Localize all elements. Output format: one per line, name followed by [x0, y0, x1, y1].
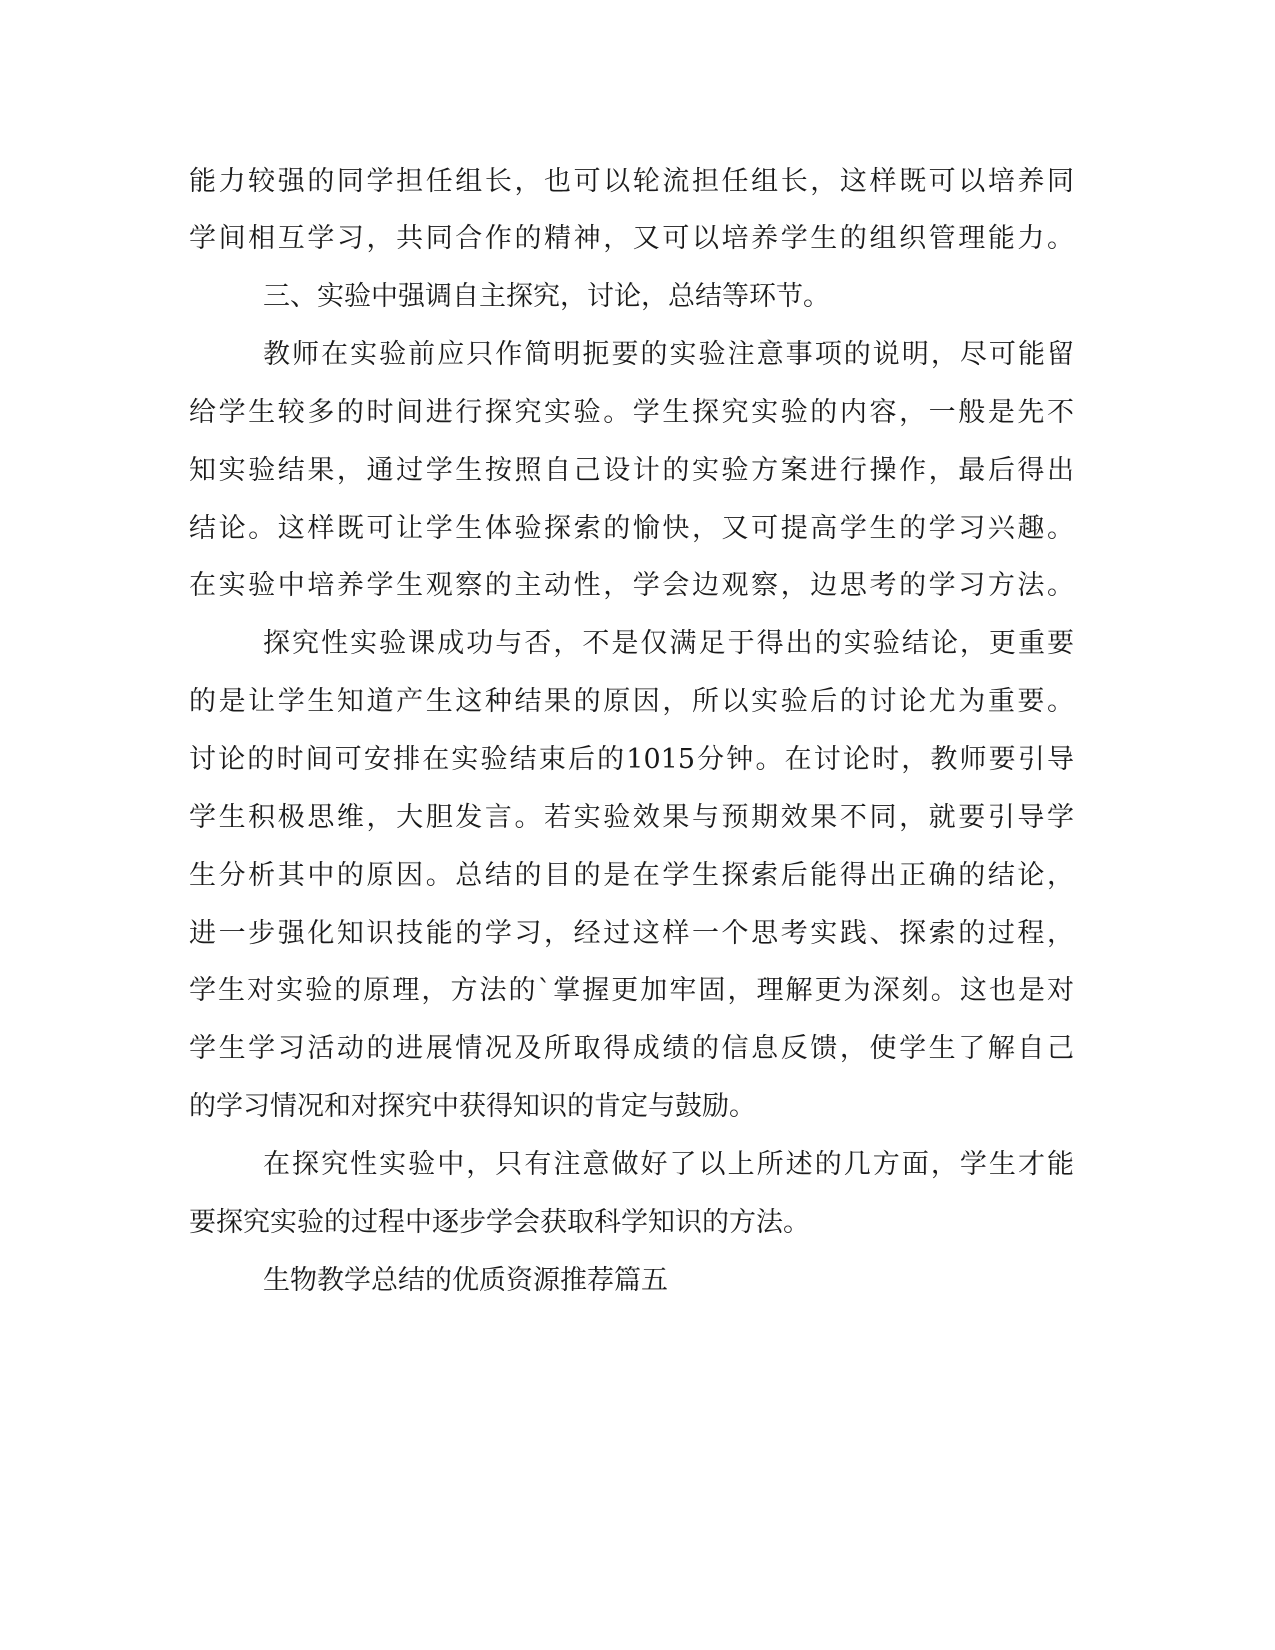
text-line: 学间相互学习，共同合作的精神，又可以培养学生的组织管理能力。: [189, 223, 1074, 254]
text-line: 教师在实验前应只作简明扼要的实验注意事项的说明，尽可能留: [263, 339, 1074, 370]
text-line: 讨论的时间可安排在实验结束后的1015分钟。在讨论时，教师要引导: [189, 744, 1074, 775]
text-line: 学生对实验的原理，方法的`掌握更加牢固，理解更为深刻。这也是对: [189, 975, 1074, 1006]
text-line: 学生积极思维，大胆发言。若实验效果与预期效果不同，就要引导学: [189, 802, 1074, 833]
text-line: 结论。这样既可让学生体验探索的愉快，又可提高学生的学习兴趣。: [189, 513, 1074, 544]
section-heading: 生物教学总结的优质资源推荐篇五: [263, 1265, 668, 1296]
text-line: 的是让学生知道产生这种结果的原因，所以实验后的讨论尤为重要。: [189, 686, 1074, 717]
text-line: 学生学习活动的进展情况及所取得成绩的信息反馈，使学生了解自己: [189, 1033, 1074, 1064]
section-heading: 三、实验中强调自主探究，讨论，总结等环节。: [263, 281, 830, 312]
text-line: 的学习情况和对探究中获得知识的肯定与鼓励。: [189, 1091, 756, 1122]
text-line: 要探究实验的过程中逐步学会获取科学知识的方法。: [189, 1207, 810, 1238]
text-line: 给学生较多的时间进行探究实验。学生探究实验的内容，一般是先不: [189, 397, 1074, 428]
text-line: 生分析其中的原因。总结的目的是在学生探索后能得出正确的结论，: [189, 860, 1074, 891]
text-line: 进一步强化知识技能的学习，经过这样一个思考实践、探索的过程，: [189, 918, 1074, 949]
text-line: 知实验结果，通过学生按照自己设计的实验方案进行操作，最后得出: [189, 455, 1074, 486]
text-line: 探究性实验课成功与否，不是仅满足于得出的实验结论，更重要: [263, 628, 1074, 659]
text-line: 在探究性实验中，只有注意做好了以上所述的几方面，学生才能: [263, 1149, 1074, 1180]
text-line: 在实验中培养学生观察的主动性，学会边观察，边思考的学习方法。: [189, 570, 1074, 601]
text-line: 能力较强的同学担任组长，也可以轮流担任组长，这样既可以培养同: [189, 166, 1074, 197]
